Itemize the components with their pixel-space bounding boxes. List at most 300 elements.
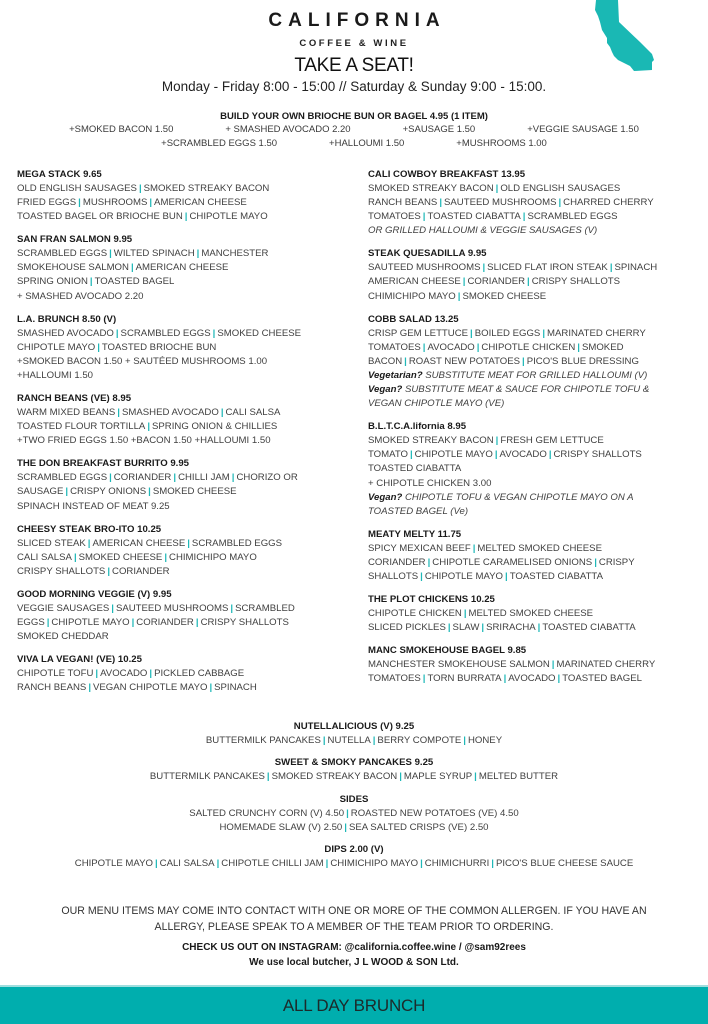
item-description-line — [368, 275, 704, 289]
item-description-line — [368, 327, 704, 341]
ingredient: CORIANDER — [467, 276, 526, 288]
item-description-line — [368, 355, 704, 369]
menu-item — [368, 593, 704, 635]
menu-item — [17, 523, 357, 579]
item-description-line — [17, 196, 357, 210]
menu-item-name: SIDES — [339, 793, 369, 805]
ingredient: SCRAMBLED EGGS — [527, 211, 618, 223]
item-description-line — [17, 290, 357, 304]
tagline: TAKE A SEAT! — [294, 55, 414, 76]
menu-item — [17, 457, 357, 513]
ingredient: SMASHED AVOCADO — [17, 327, 114, 339]
menu-item-name: NUTELLALICIOUS (V) 9.25 — [293, 721, 415, 732]
ingredient: CHIMICHIPO MAYO — [368, 290, 456, 302]
footer-band — [0, 985, 708, 1024]
separator-pipe: | — [551, 659, 555, 671]
separator-pipe: | — [209, 682, 213, 694]
build-extras-row — [0, 137, 708, 151]
menu-item-note — [368, 383, 704, 397]
ingredient: TOMATOES — [368, 211, 421, 223]
separator-pipe: | — [89, 276, 93, 288]
separator-pipe: | — [558, 197, 562, 209]
ingredient: CORIANDER — [368, 556, 426, 568]
ingredient: CORIANDER — [136, 616, 194, 628]
separator-pipe: | — [220, 407, 224, 419]
ingredient: SAUTEED MUSHROOMS — [444, 197, 557, 209]
separator-pipe: | — [164, 551, 168, 563]
ingredient: SCRAMBLED — [235, 602, 295, 614]
ingredient: ROAST NEW POTATOES — [408, 355, 521, 367]
separator-pipe: | — [457, 290, 461, 302]
item-description-line — [17, 355, 357, 369]
note-text: OR GRILLED HALLOUMI & VEGGIE SAUSAGES (V) — [368, 225, 598, 237]
ingredient: BUTTERMILK PANCAKES — [205, 735, 321, 746]
instagram-info — [0, 940, 708, 970]
separator-pipe: | — [325, 858, 329, 870]
separator-pipe: | — [420, 570, 423, 582]
center-menu-section — [0, 793, 708, 836]
separator-pipe: | — [147, 421, 150, 433]
menu-item — [17, 313, 357, 383]
ingredient: TOASTED CIABATTA — [509, 570, 603, 582]
separator-pipe: | — [187, 537, 190, 549]
menu-column-right — [368, 168, 704, 695]
item-description-line — [17, 341, 357, 355]
ingredient: CHORIZO OR — [236, 472, 298, 484]
ingredient: CHILLI JAM — [178, 472, 230, 484]
ingredient: SPRING ONION — [17, 276, 88, 288]
ingredient: CRISPY SHALLOTS — [17, 565, 106, 577]
item-description-line — [0, 857, 708, 871]
ingredient: ROASTED NEW POTATOES (VE) 4.50 — [350, 807, 519, 819]
separator-pipe: | — [184, 211, 188, 223]
ingredient: SMOKEHOUSE SALMON — [17, 262, 129, 274]
separator-pipe: | — [472, 542, 476, 554]
separator-pipe: | — [439, 197, 442, 209]
ingredient: CHIPOTLE MAYO — [74, 858, 153, 870]
ingredient: TOASTED BAGEL OR BRIOCHE BUN — [17, 211, 183, 223]
menu-item-note — [368, 224, 704, 238]
menu-item-note — [368, 505, 704, 519]
ingredient: AVOCADO — [427, 341, 475, 353]
instagram-label: CHECK US OUT ON INSTAGRAM: — [182, 942, 342, 953]
ingredient: CALI SALSA — [17, 551, 72, 563]
ingredient: SHALLOTS — [368, 570, 419, 582]
ingredient: PICKLED CABBAGE — [154, 668, 245, 680]
allergen-notice — [0, 904, 708, 935]
item-description-line — [368, 341, 704, 355]
item-description-line — [17, 602, 357, 616]
separator-pipe: | — [212, 327, 216, 339]
california-map-icon — [592, 0, 664, 74]
ingredient: CHIPOTLE CARAMELISED ONIONS — [432, 556, 593, 568]
extra-option: +VEGGIE SAUSAGE 1.50 — [527, 124, 639, 135]
allergen-notice-line: ALLERGY, PLEASE SPEAK TO A MEMBER OF THE TEAM PRIOR TO ORDERING. — [154, 920, 554, 933]
separator-pipe: | — [481, 622, 485, 634]
menu-item-name: MEGA STACK 9.65 — [17, 169, 102, 180]
menu-item-name: CHEESY STEAK BRO-ITO 10.25 — [17, 523, 162, 535]
ingredient: TOMATO — [368, 449, 408, 461]
menu-item — [368, 644, 704, 686]
ingredient: CHARRED CHERRY — [563, 197, 654, 209]
instagram-handles: @california.coffee.wine / @sam92rees — [341, 942, 526, 953]
ingredient: SMOKED STREAKY BACON — [368, 183, 494, 194]
ingredient: SMOKED CHEESE — [78, 551, 163, 563]
item-description-line — [17, 616, 357, 630]
separator-pipe: | — [505, 570, 508, 582]
menu-item — [17, 653, 357, 695]
item-description-line — [368, 290, 704, 304]
extra-option: +SMOKED BACON 1.50 — [69, 124, 174, 135]
ingredient: MELTED BUTTER — [478, 771, 559, 783]
ingredient: BUTTERMILK PANCAKES — [149, 771, 265, 783]
menu-item-name: L.A. BRUNCH 8.50 (V) — [17, 313, 117, 325]
item-description-line — [368, 196, 704, 210]
separator-pipe: | — [322, 735, 326, 746]
separator-pipe: | — [149, 668, 153, 680]
ingredient: SLAW — [452, 622, 480, 634]
separator-pipe: | — [522, 211, 526, 223]
menu-item-name: DIPS 2.00 (V) — [324, 844, 384, 856]
menu-item — [368, 313, 704, 412]
note-label: Vegetarian? — [368, 369, 423, 381]
ingredient: SLICED PICKLES — [368, 622, 446, 634]
separator-pipe: | — [463, 735, 466, 746]
note-text: SUBSTITUTE MEAT & SAUCE FOR CHIPOTLE TOFU & — [402, 384, 650, 396]
separator-pipe: | — [109, 472, 112, 484]
item-description-line — [17, 420, 357, 434]
ingredient: VEGAN CHIPOTLE MAYO — [93, 682, 208, 694]
build-your-own-title: BUILD YOUR OWN BRIOCHE BUN OR BAGEL 4.95 (1 ITEM) — [220, 111, 488, 122]
item-description-line — [17, 537, 357, 551]
ingredient: SMOKED CHEDDAR — [17, 631, 109, 643]
ingredient: SAUTEED MUSHROOMS — [115, 602, 229, 614]
ingredient: SAUTEED MUSHROOMS — [368, 262, 481, 274]
center-menu-section — [0, 720, 708, 748]
ingredient: SMASHED AVOCADO — [121, 407, 219, 419]
separator-pipe: | — [149, 197, 153, 209]
menu-item — [368, 247, 704, 303]
ingredient: CHIPOTLE MAYO — [424, 570, 503, 582]
ingredient: SPICY MEXICAN BEEF — [368, 542, 471, 554]
separator-pipe: | — [548, 449, 552, 461]
separator-pipe: | — [594, 556, 597, 568]
separator-pipe: | — [266, 771, 270, 783]
ingredient: AMERICAN CHEESE — [92, 537, 186, 549]
separator-pipe: | — [409, 449, 413, 461]
item-description-line — [17, 500, 357, 514]
ingredient: SMOKED STREAKY BACON — [271, 771, 398, 783]
ingredient: SPINACH — [214, 682, 257, 694]
menu-item — [368, 528, 704, 584]
separator-pipe: | — [46, 616, 50, 628]
butcher-note: We use local butcher, J L WOOD & SON Ltd. — [249, 957, 459, 968]
item-description-line — [17, 471, 357, 485]
ingredient: MARINATED CHERRY — [556, 659, 656, 671]
ingredient: CHIMICHURRI — [424, 858, 490, 870]
ingredient: TOMATOES — [368, 341, 421, 353]
ingredient: SALTED CRUNCHY CORN (V) 4.50 — [189, 807, 345, 819]
item-description-line — [17, 630, 357, 644]
item-description-line — [368, 261, 704, 275]
item-description-line — [17, 182, 357, 196]
menu-item — [17, 588, 357, 644]
ingredient: NUTELLA — [327, 735, 371, 746]
separator-pipe: | — [447, 622, 451, 634]
menu-item-name: SAN FRAN SALMON 9.95 — [17, 234, 133, 246]
item-description-line — [368, 556, 704, 570]
ingredient: AVOCADO — [100, 668, 148, 680]
menu-item — [368, 168, 704, 238]
separator-pipe: | — [230, 602, 234, 614]
ingredient: +TWO FRIED EGGS 1.50 +BACON 1.50 +HALLOUMI 1.50 — [17, 435, 271, 447]
separator-pipe: | — [422, 673, 426, 685]
ingredient: SMOKED CHEESE — [462, 290, 547, 302]
menu-item-note — [368, 491, 704, 505]
ingredient: OLD ENGLISH SAUSAGES — [500, 183, 621, 194]
ingredient: MANCHESTER SMOKEHOUSE SALMON — [368, 659, 550, 671]
item-description-line — [17, 210, 357, 224]
separator-pipe: | — [462, 276, 466, 288]
separator-pipe: | — [117, 407, 120, 419]
menu-item-note — [368, 397, 704, 411]
separator-pipe: | — [495, 435, 499, 447]
item-description-line — [17, 667, 357, 681]
note-label: Vegan? — [368, 384, 403, 396]
build-your-own-section — [0, 110, 708, 151]
item-description-line — [17, 261, 357, 275]
ingredient: TORN BURRATA — [427, 673, 502, 685]
separator-pipe: | — [372, 735, 376, 746]
ingredient: SMOKED — [581, 341, 624, 353]
item-description-line — [17, 565, 357, 579]
separator-pipe: | — [463, 608, 467, 620]
ingredient: CRISPY SHALLOTS — [531, 276, 621, 288]
extra-option: +MUSHROOMS 1.00 — [456, 138, 547, 149]
separator-pipe: | — [420, 858, 423, 870]
separator-pipe: | — [346, 807, 349, 819]
opening-hours: Monday - Friday 8:00 - 15:00 // Saturday & Sunday 9:00 - 15:00. — [161, 79, 547, 94]
ingredient: TOMATOES — [368, 673, 421, 685]
brand-subtitle: COFFEE & WINE — [299, 38, 409, 49]
item-description-line — [17, 406, 357, 420]
separator-pipe: | — [73, 551, 77, 563]
item-description-line — [368, 182, 704, 196]
separator-pipe: | — [503, 673, 507, 685]
ingredient: CHIMICHIPO MAYO — [330, 858, 419, 870]
ingredient: TOASTED CIABATTA — [542, 622, 636, 634]
menu-column-left — [17, 168, 357, 704]
ingredient: WILTED SPINACH — [113, 248, 195, 260]
separator-pipe: | — [87, 537, 91, 549]
item-description-line — [17, 247, 357, 261]
item-description-line — [368, 210, 704, 224]
ingredient: CHIPOTLE CHICKEN — [368, 608, 462, 620]
ingredient: MUSHROOMS — [82, 197, 148, 209]
item-description-line — [17, 551, 357, 565]
separator-pipe: | — [527, 276, 530, 288]
ingredient: TOASTED CIABATTA — [427, 211, 521, 223]
ingredient: CRISPY SHALLOTS — [200, 616, 289, 628]
ingredient: PICO'S BLUE CHEESE SAUCE — [495, 858, 634, 870]
item-description-line — [368, 672, 704, 686]
ingredient: MARINATED CHERRY — [547, 327, 646, 339]
ingredient: BOILED EGGS — [474, 327, 541, 339]
extra-option: +SCRAMBLED EGGS 1.50 — [161, 138, 278, 149]
menu-item-name: COBB SALAD 13.25 — [368, 313, 459, 325]
ingredient: CRISPY ONIONS — [70, 486, 147, 498]
menu-item-name: SWEET & SMOKY PANCAKES 9.25 — [274, 757, 434, 769]
separator-pipe: | — [577, 341, 580, 353]
ingredient: BACON — [368, 355, 403, 367]
menu-item-name: VIVA LA VEGAN! (VE) 10.25 — [17, 654, 142, 666]
ingredient: CHIMICHIPO MAYO — [169, 551, 257, 563]
ingredient: BERRY COMPOTE — [377, 735, 462, 746]
ingredient: MELTED SMOKED CHEESE — [477, 542, 602, 554]
extra-option: +HALLOUMI 1.50 — [329, 138, 405, 149]
ingredient: OLD ENGLISH SAUSAGES — [17, 183, 137, 194]
item-description-line — [17, 369, 357, 383]
item-description-line — [17, 275, 357, 289]
note-text: TOASTED BAGEL (Ve) — [368, 505, 469, 517]
ingredient: SCRAMBLED EGGS — [120, 327, 211, 339]
brand-name: CALIFORNIA — [268, 10, 446, 31]
extra-option: + SMASHED AVOCADO 2.20 — [225, 124, 351, 135]
menu-item — [17, 168, 357, 224]
menu-item-name: THE DON BREAKFAST BURRITO 9.95 — [17, 458, 189, 470]
ingredient: SMOKED CHEESE — [152, 486, 237, 498]
ingredient: CHIPOTLE MAYO — [51, 616, 130, 628]
ingredient: +HALLOUMI 1.50 — [17, 369, 93, 381]
ingredient: SCRAMBLED EGGS — [17, 472, 108, 484]
ingredient: CRISPY — [598, 556, 635, 568]
ingredient: AVOCADO — [508, 673, 556, 685]
ingredient: PICO'S BLUE DRESSING — [526, 355, 639, 367]
ingredient: HONEY — [467, 735, 503, 746]
ingredient: SMOKED STREAKY BACON — [368, 435, 494, 447]
ingredient: RANCH BEANS — [368, 197, 438, 209]
ingredient: CRISPY SHALLOTS — [553, 449, 642, 461]
separator-pipe: | — [65, 486, 69, 498]
separator-pipe: | — [107, 565, 111, 577]
separator-pipe: | — [537, 622, 541, 634]
separator-pipe: | — [131, 616, 135, 628]
separator-pipe: | — [482, 262, 486, 274]
separator-pipe: | — [399, 771, 402, 783]
separator-pipe: | — [474, 771, 477, 783]
ingredient: SPINACH INSTEAD OF MEAT 9.25 — [17, 500, 170, 512]
item-description-line — [368, 542, 704, 556]
separator-pipe: | — [422, 211, 426, 223]
ingredient: SMOKED STREAKY BACON — [143, 183, 270, 194]
item-description-line — [0, 807, 708, 821]
menu-item-name: STEAK QUESADILLA 9.95 — [368, 248, 487, 260]
item-description-line — [0, 770, 708, 784]
ingredient: EGGS — [17, 616, 45, 628]
ingredient: TOASTED BAGEL — [94, 276, 175, 288]
center-sections — [0, 720, 708, 879]
ingredient: SAUSAGE — [17, 486, 64, 498]
ingredient: + CHIPOTLE CHICKEN 3.00 — [368, 477, 492, 489]
item-description-line — [0, 734, 708, 748]
ingredient: AMERICAN CHEESE — [154, 197, 247, 209]
item-description-line — [368, 434, 704, 448]
item-description-line — [368, 570, 704, 584]
ingredient: AVOCADO — [499, 449, 547, 461]
separator-pipe: | — [154, 858, 158, 870]
separator-pipe: | — [427, 556, 431, 568]
ingredient: +SMOKED BACON 1.50 + SAUTÉED MUSHROOMS 1.00 — [17, 355, 268, 367]
extra-option: +SAUSAGE 1.50 — [402, 124, 476, 135]
allergen-notice-line: OUR MENU ITEMS MAY COME INTO CONTACT WITH ONE OR MORE OF THE COMMON ALLERGEN. IF YOU HAVE AN — [61, 905, 647, 917]
ingredient: CALI SALSA — [225, 407, 281, 419]
ingredient: MAPLE SYRUP — [403, 771, 473, 783]
separator-pipe: | — [404, 355, 407, 367]
item-description-line — [368, 621, 704, 635]
separator-pipe: | — [476, 341, 480, 353]
ingredient: FRESH GEM LETTUCE — [500, 435, 604, 447]
ingredient: SMOKED CHEESE — [217, 327, 302, 339]
ingredient: SRIRACHA — [486, 622, 536, 634]
ingredient: MANCHESTER — [201, 248, 269, 260]
ingredient: + SMASHED AVOCADO 2.20 — [17, 290, 144, 302]
separator-pipe: | — [495, 183, 499, 194]
ingredient: SCRAMBLED EGGS — [191, 537, 283, 549]
ingredient: SLICED FLAT IRON STEAK — [487, 262, 608, 274]
separator-pipe: | — [115, 327, 119, 339]
ingredient: CHIPOTLE CHICKEN — [481, 341, 576, 353]
item-description-line — [368, 462, 704, 476]
menu-item — [17, 233, 357, 303]
separator-pipe: | — [95, 668, 99, 680]
ingredient: AMERICAN CHEESE — [135, 262, 229, 274]
ingredient: SLICED STEAK — [17, 537, 86, 549]
separator-pipe: | — [196, 248, 200, 260]
menu-item-name: GOOD MORNING VEGGIE (V) 9.95 — [17, 588, 172, 600]
ingredient: CORIANDER — [113, 472, 172, 484]
separator-pipe: | — [88, 682, 91, 694]
ingredient: TOASTED BAGEL — [562, 673, 642, 685]
separator-pipe: | — [609, 262, 613, 274]
menu-item-name: B.L.T.C.A.lifornia 8.95 — [368, 421, 467, 433]
separator-pipe: | — [138, 183, 142, 194]
ingredient: CHIPOTLE MAYO — [189, 211, 268, 223]
ingredient: VEGGIE SAUSAGES — [17, 602, 110, 614]
separator-pipe: | — [97, 341, 100, 353]
ingredient: CHIPOTLE CHILLI JAM — [221, 858, 324, 870]
note-text: SUBSTITUTE MEAT FOR GRILLED HALLOUMI (V) — [422, 369, 648, 381]
separator-pipe: | — [148, 486, 151, 498]
separator-pipe: | — [344, 821, 347, 833]
instagram-line — [0, 940, 708, 955]
separator-pipe: | — [216, 858, 220, 870]
item-description-line — [0, 821, 708, 835]
separator-pipe: | — [557, 673, 561, 685]
ingredient: SPRING ONION & CHILLIES — [152, 421, 278, 433]
separator-pipe: | — [78, 197, 81, 209]
ingredient: AMERICAN CHEESE — [368, 276, 461, 288]
separator-pipe: | — [422, 341, 426, 353]
ingredient: SPINACH — [614, 262, 658, 274]
ingredient: TOASTED CIABATTA — [368, 463, 462, 475]
menu-item-name: RANCH BEANS (VE) 8.95 — [17, 393, 132, 405]
ingredient: CHIPOTLE TOFU — [17, 668, 94, 680]
ingredient: TOASTED FLOUR TORTILLA — [17, 421, 146, 433]
ingredient: CHIPOTLE MAYO — [414, 449, 493, 461]
menu-item-name: CALI COWBOY BREAKFAST 13.95 — [368, 169, 526, 180]
separator-pipe: | — [173, 472, 177, 484]
ingredient: TOASTED BRIOCHE BUN — [101, 341, 217, 353]
